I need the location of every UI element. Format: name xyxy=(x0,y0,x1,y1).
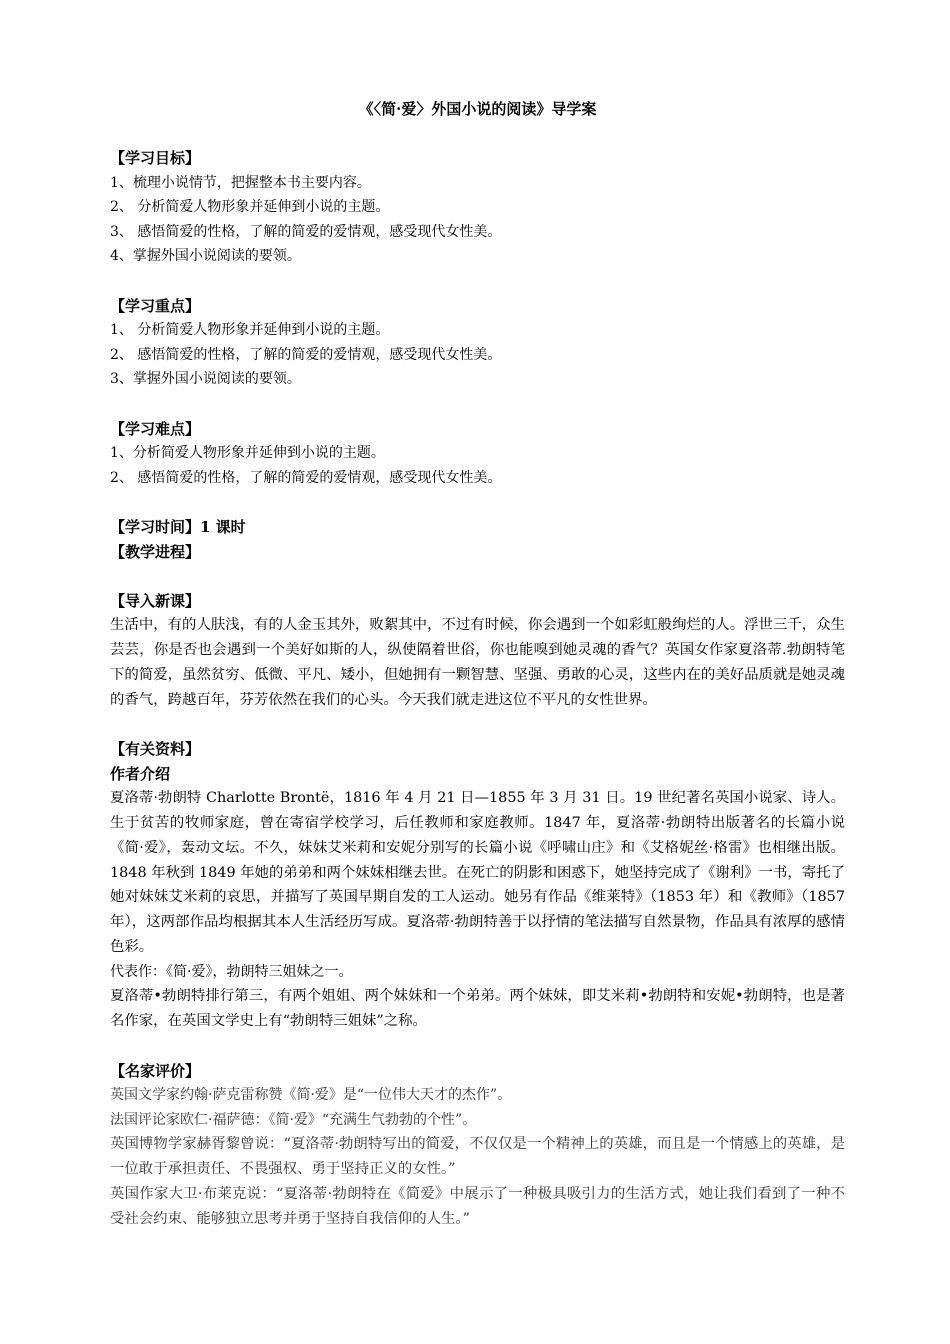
intro-paragraph: 生活中，有的人肤浅，有的人金玉其外，败絮其中，不过有时候，你会遇到一个如彩虹般绚烂的人。浮世三千，众生芸芸，你是否也会遇到一个美好如斯的人，纵使隔着世俗，你也能嗅到她灵魂的香气？英国女作家夏洛蒂.勃朗特笔下的简爱，虽然贫穷、低微、平凡、矮小，但她拥有一颗智慧、坚强、勇敢的心灵，这些内在的美好品质就是她灵魂的香气，跨越百年，芬芳依然在我们的心头。今天我们就走进这位不平凡的女性世界。 xyxy=(110,617,845,708)
review-item: 英国文学家约翰·萨克雷称赞《简·爱》是“一位伟大天才的杰作”。 xyxy=(110,1087,512,1104)
review-item: 法国评论家欧仁·福萨德：《简·爱》“充满生气勃勃的个性”。 xyxy=(110,1111,477,1128)
objective-item: 2、 分析简爱人物形象并延伸到小说的主题。 xyxy=(110,199,390,216)
objective-item: 4、掌握外国小说阅读的要领。 xyxy=(110,248,301,265)
teaching-process-heading: 【教学进程】 xyxy=(110,542,201,561)
spacer xyxy=(110,490,845,515)
spacer xyxy=(110,392,845,417)
key-point-item: 2、 感悟简爱的性格，了解的简爱的爱情观，感受现代女性美。 xyxy=(110,346,502,363)
objective-item: 3、 感悟简爱的性格，了解的简爱的爱情观，感受现代女性美。 xyxy=(110,223,502,240)
study-time: 【学习时间】1 课时 xyxy=(110,517,246,536)
spacer xyxy=(110,712,845,737)
spacer xyxy=(110,269,845,294)
representative-works: 代表作：《简·爱》，勃朗特三姐妹之一。 xyxy=(110,963,353,980)
spacer xyxy=(110,564,845,589)
review-item: 英国作家大卫·布莱克说：“夏洛蒂·勃朗特在《简爱》中展示了一种极具吸引力的生活方式，她让我们看到了一种不受社会约束、能够独立思考并勇于坚持自我信仰的人生。” xyxy=(110,1185,845,1227)
reviews-heading: 【名家评价】 xyxy=(110,1061,201,1080)
key-points-heading: 【学习重点】 xyxy=(110,296,201,315)
intro-heading: 【导入新课】 xyxy=(110,591,201,610)
review-item: 英国博物学家赫胥黎曾说：“夏洛蒂·勃朗特写出的简爱，不仅仅是一个精神上的英雄，而且是一个情感上的英雄，是一位敢于承担责任、不畏强权、勇于坚持正义的女性。” xyxy=(110,1136,845,1178)
spacer xyxy=(110,1034,845,1059)
document-page xyxy=(110,96,845,1232)
difficulties-heading: 【学习难点】 xyxy=(110,419,201,438)
key-point-item: 1、 分析简爱人物形象并延伸到小说的主题。 xyxy=(110,322,390,339)
materials-heading: 【有关资料】 xyxy=(110,740,201,759)
objective-item: 1、梳理小说情节，把握整本书主要内容。 xyxy=(110,174,371,191)
key-point-item: 3、掌握外国小说阅读的要领。 xyxy=(110,371,301,388)
difficulty-item: 1、分析简爱人物形象并延伸到小说的主题。 xyxy=(110,445,385,462)
author-subheading: 作者介绍 xyxy=(110,764,171,783)
page-title: 《〈简·爱〉外国小说的阅读》导学案 xyxy=(358,100,597,118)
objectives-heading: 【学习目标】 xyxy=(110,149,201,167)
sisters-paragraph: 夏洛蒂•勃朗特排行第三，有两个姐姐、两个妹妹和一个弟弟。两个妹妹，即艾米莉•勃朗特和安妮•勃朗特，也是著名作家，在英国文学史上有“勃朗特三姐妹”之称。 xyxy=(110,988,845,1030)
difficulty-item: 2、 感悟简爱的性格，了解的简爱的爱情观，感受现代女性美。 xyxy=(110,469,502,486)
author-bio-paragraph: 夏洛蒂·勃朗特 Charlotte Brontë，1816 年 4 月 21 日—1855 年 3 月 31 日。19 世纪著名英国小说家、诗人。生于贫苦的牧师家庭，曾在寄宿学校学习，后任教师和家庭教师。1847 年，夏洛蒂·勃朗特出版著名的长篇小说《简·爱》，轰动文坛。不久，妹妹艾米莉和安妮分别写的长篇小说《呼啸山庄》和《艾格妮丝·格雷》也相继出版。1848 年秋到 1849 年她的弟弟和两个妹妹相继去世。在死亡的阴影和困惑下，她坚持完成了《谢利》一书，寄托了她对妹妹艾米莉的哀思，并描写了英国早期自发的工人运动。她另有作品《维莱特》（1853 年）和《教师》（1857 年），这两部作品均根据其本人生活经历写成。夏洛蒂·勃朗特善于以抒情的笔法描写自然景物，作品具有浓厚的感情色彩。 xyxy=(110,790,845,956)
